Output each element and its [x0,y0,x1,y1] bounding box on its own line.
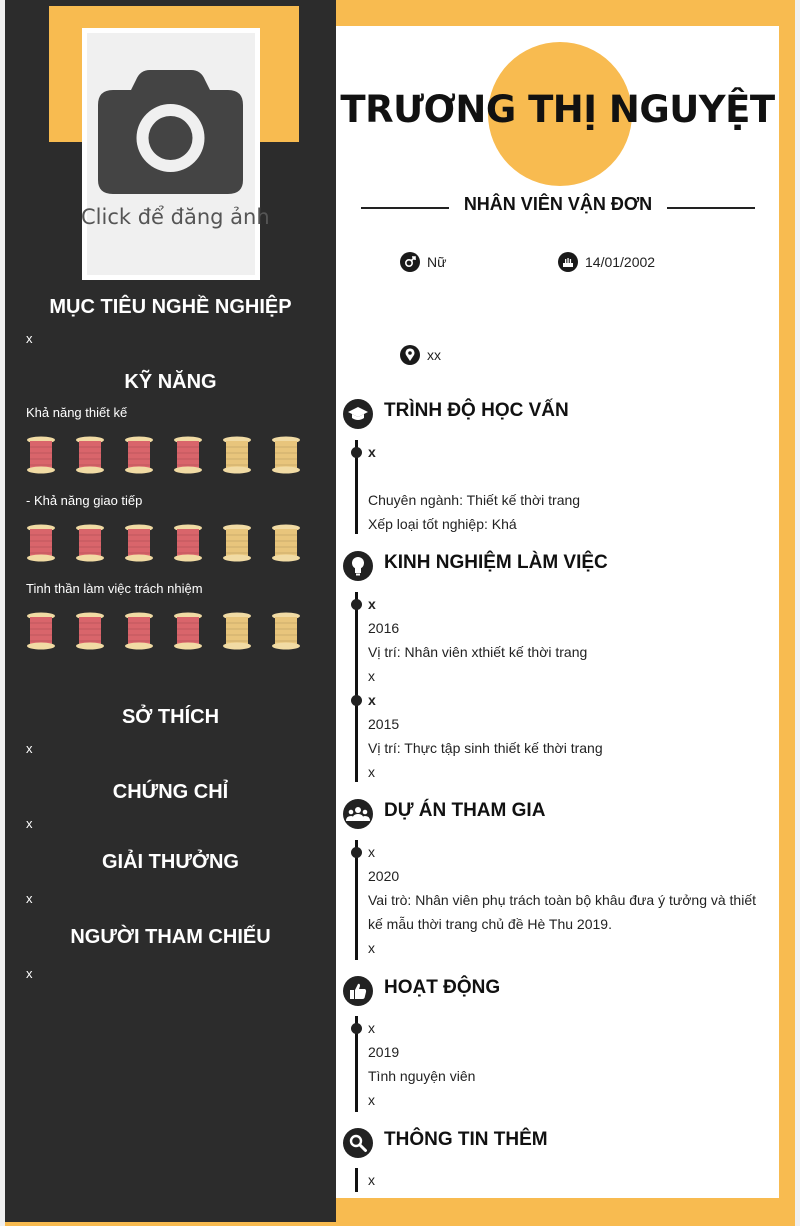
experience-company[interactable]: x [368,692,376,708]
certificates-title: CHỨNG CHỈ [112,781,229,803]
divider [361,207,449,209]
timeline-line [355,592,358,782]
location-pin-icon [400,345,420,365]
spool-empty-icon [222,524,252,567]
objective-text: x [26,331,33,346]
timeline-dot [351,447,362,458]
spool-filled-icon [26,436,56,479]
skill-rating [26,436,316,476]
certificates-text: x [26,816,33,831]
timeline-dot [351,1023,362,1034]
address-value: xx [427,347,441,363]
spool-filled-icon [173,612,203,655]
thumbs-up-icon [343,976,373,1006]
project-desc[interactable]: x [368,940,375,956]
education-grade[interactable]: Xếp loại tốt nghiệp: Khá [368,516,517,532]
spool-filled-icon [173,524,203,567]
spool-empty-icon [222,436,252,479]
upload-label: Click để đăng ảnh [81,205,270,229]
education-major[interactable]: Chuyên ngành: Thiết kế thời trang [368,492,581,508]
spool-empty-icon [222,612,252,655]
hobbies-title: SỞ THÍCH [121,706,220,728]
spool-empty-icon [271,524,301,567]
references-title: NGƯỜI THAM CHIẾU [70,926,271,948]
skill-rating [26,524,316,564]
candidate-name[interactable]: TRƯƠNG THỊ NGUYỆT [340,88,775,131]
activities-title: HOẠT ĐỘNG [384,977,501,998]
birthday-value: 14/01/2002 [585,254,656,270]
search-icon [343,1128,373,1158]
hobbies-text: x [26,741,33,756]
spool-filled-icon [124,436,154,479]
experience-desc[interactable]: x [368,668,375,684]
spool-filled-icon [124,612,154,655]
project-role[interactable]: Vai trò: Nhân viên phụ trách toàn bộ khâu đưa ý tưởng và thiết kế mẫu thời trang chủ đề Hè Thu 2019. [368,892,757,932]
timeline-dot [351,599,362,610]
experience-company[interactable]: x [368,596,376,612]
gender-icon [400,252,420,272]
spool-filled-icon [75,612,105,655]
skill-label: - Khả năng giao tiếp [26,493,143,508]
birthday-cake-icon [558,252,578,272]
experience-position[interactable]: Vị trí: Thực tập sinh thiết kế thời trang [368,740,603,756]
spool-filled-icon [124,524,154,567]
objective-title: MỤC TIÊU NGHỀ NGHIỆP [49,296,292,318]
spool-filled-icon [173,436,203,479]
education-school[interactable]: x [368,444,376,460]
job-title[interactable]: NHÂN VIÊN VẬN ĐƠN [463,194,653,214]
timeline-dot [351,847,362,858]
address-field[interactable] [400,345,441,365]
experience-title: KINH NGHIỆM LÀM VIỆC [384,552,608,573]
skills-title: KỸ NĂNG [124,371,217,393]
camera-icon [98,68,243,196]
divider [667,207,755,209]
references-text: x [26,966,33,981]
spool-filled-icon [75,436,105,479]
skill-rating [26,612,316,652]
activity-org[interactable]: x [368,1020,375,1036]
lightbulb-icon [343,551,373,581]
gender-value: Nữ [427,254,447,270]
awards-title: GIẢI THƯỞNG [102,851,239,873]
timeline-line [355,840,358,960]
activity-desc[interactable]: x [368,1092,375,1108]
experience-desc[interactable]: x [368,764,375,780]
spool-filled-icon [26,524,56,567]
gender-field[interactable] [400,252,446,272]
education-title: TRÌNH ĐỘ HỌC VẤN [384,400,569,421]
project-year[interactable]: 2020 [368,868,400,884]
birthday-field[interactable] [558,252,655,272]
skill-label: Khả năng thiết kế [26,405,128,420]
more-info-title: THÔNG TIN THÊM [384,1129,548,1150]
timeline-dot [351,695,362,706]
main-content [336,26,779,1198]
skill-label: Tinh thần làm việc trách nhiệm [26,581,203,596]
spool-empty-icon [271,436,301,479]
experience-year[interactable]: 2015 [368,716,400,732]
graduation-cap-icon [343,399,373,429]
avatar-upload[interactable] [81,28,270,280]
timeline-line [355,1168,358,1192]
spool-filled-icon [26,612,56,655]
project-name[interactable]: x [368,844,375,860]
spool-empty-icon [271,612,301,655]
projects-title: DỰ ÁN THAM GIA [384,800,546,821]
more-info-text[interactable]: x [368,1172,375,1188]
awards-text: x [26,891,33,906]
activity-role[interactable]: Tình nguyện viên [368,1068,476,1084]
experience-position[interactable]: Vị trí: Nhân viên xthiết kế thời trang [368,644,588,660]
activity-year[interactable]: 2019 [368,1044,400,1060]
sidebar [5,0,336,1222]
spool-filled-icon [75,524,105,567]
team-icon [343,799,373,829]
experience-year[interactable]: 2016 [368,620,400,636]
